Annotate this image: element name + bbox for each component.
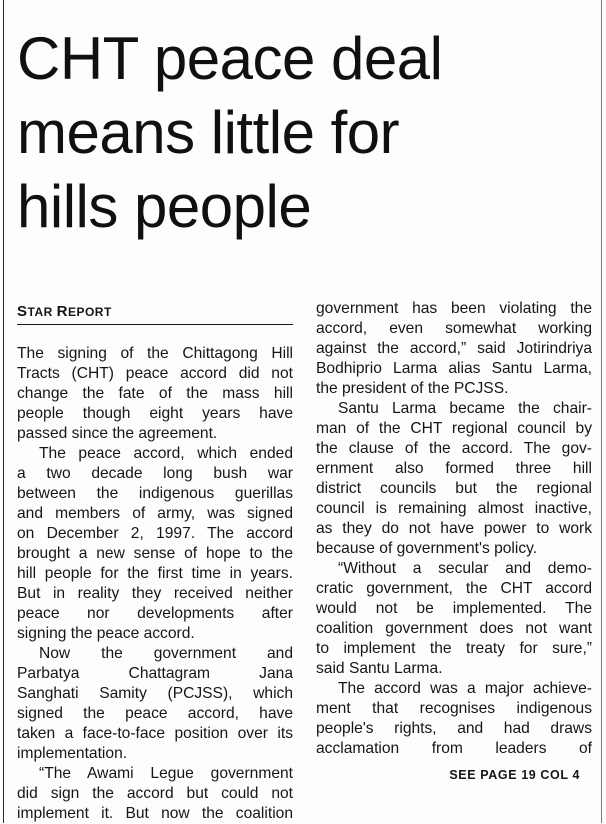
byline bbox=[17, 302, 293, 322]
text-line: government has been violating the bbox=[316, 300, 592, 317]
text-line: implementation. bbox=[17, 745, 128, 762]
text-line: coalition government does not want bbox=[316, 620, 592, 637]
text-line: “Without a secular and demo- bbox=[338, 560, 592, 577]
text-line: people's rights, and had draws bbox=[316, 720, 592, 737]
byline-rest: EPORT bbox=[67, 305, 112, 319]
text-line: Sanghati Samity (PCJSS), which bbox=[17, 685, 293, 702]
text-line: peace nor developments after bbox=[17, 605, 293, 622]
text-line: brought a new sense of hope to the bbox=[17, 545, 293, 562]
byline-rest: TAR bbox=[27, 305, 57, 319]
text-line: hill people for the first time in years. bbox=[17, 565, 293, 582]
text-line: ment that recognises indigenous bbox=[316, 700, 592, 717]
text-line: ernment also formed three hill bbox=[316, 460, 592, 477]
text-line: a two decade long bush war bbox=[17, 465, 293, 482]
text-line: taken a face-to-face position over its bbox=[17, 725, 293, 742]
headline-line: CHT peace deal bbox=[17, 25, 443, 92]
text-line: passed since the agreement. bbox=[17, 425, 218, 442]
text-line: signing the peace accord. bbox=[17, 625, 195, 642]
article-column-right bbox=[316, 299, 592, 785]
text-line: because of government's policy. bbox=[316, 540, 538, 557]
text-line: people though eight years have bbox=[17, 405, 293, 422]
text-line: as they do not have power to work bbox=[316, 520, 592, 537]
right-border-rule bbox=[601, 0, 602, 823]
text-line: change the fate of the mass hill bbox=[17, 385, 293, 402]
text-line: the president of the PCJSS. bbox=[316, 380, 509, 397]
text-line: would not be implemented. The bbox=[316, 600, 592, 617]
text-line: signed the peace accord, have bbox=[17, 705, 293, 722]
text-line: The peace accord, which ended bbox=[39, 445, 293, 462]
text-line: Parbatya Chattagram Jana bbox=[17, 665, 293, 682]
text-line: Tracts (CHT) peace accord did not bbox=[17, 365, 293, 382]
byline-initial: R bbox=[56, 303, 68, 320]
text-line: district councils but the regional bbox=[316, 480, 592, 497]
text-line: acclamation from leaders of bbox=[316, 740, 592, 757]
text-line: between the indigenous guerillas bbox=[17, 485, 293, 502]
text-line: did sign the accord but could not bbox=[17, 785, 293, 802]
headline-line: hills people bbox=[17, 173, 312, 240]
text-line: said Santu Larma. bbox=[316, 660, 443, 677]
text-line: Santu Larma became the chair- bbox=[338, 400, 592, 417]
text-line: But in reality they received neither bbox=[17, 585, 293, 602]
text-line: council is remaining almost inactive, bbox=[316, 500, 592, 517]
text-line: man of the CHT regional council by bbox=[316, 420, 592, 437]
text-line: and members of army, was signed bbox=[17, 505, 293, 522]
byline-rule bbox=[17, 324, 293, 325]
continuation-note: SEE PAGE 19 COL 4 bbox=[449, 768, 580, 782]
text-line: The signing of the Chittagong Hill bbox=[17, 345, 293, 362]
text-line: The accord was a major achieve- bbox=[338, 680, 592, 697]
byline-initial: S bbox=[17, 303, 28, 320]
text-line: implement it. But now the coalition bbox=[17, 805, 293, 822]
text-line: Now the government and bbox=[39, 645, 293, 662]
headline bbox=[17, 22, 597, 244]
article-column-left bbox=[17, 300, 293, 824]
headline-line: means little for bbox=[17, 99, 400, 166]
text-line: accord, even somewhat working bbox=[316, 320, 592, 337]
text-line: against the accord,” said Jotirindriya bbox=[316, 340, 592, 357]
text-line: “The Awami Legue government bbox=[39, 765, 293, 782]
text-line: cratic government, the CHT accord bbox=[316, 580, 592, 597]
text-line: the clause of the accord. The gov- bbox=[316, 440, 592, 457]
left-border-rule bbox=[3, 0, 4, 823]
text-line: on December 2, 1997. The accord bbox=[17, 525, 293, 542]
text-line: to implement the treaty for sure,” bbox=[316, 640, 592, 657]
text-line: Bodhiprio Larma alias Santu Larma, bbox=[316, 360, 592, 377]
